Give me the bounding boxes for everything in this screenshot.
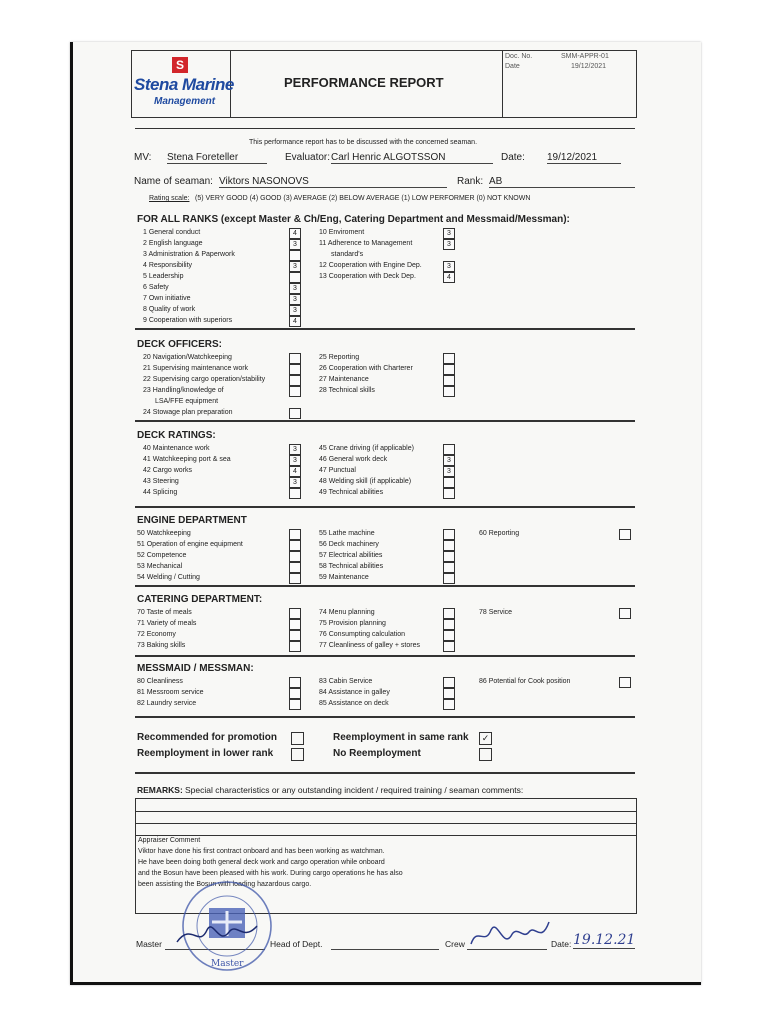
- rating-item-label: 78 Service: [479, 609, 513, 616]
- report-title: PERFORMANCE REPORT: [284, 75, 444, 90]
- rating-item-label: 21 Supervising maintenance work: [143, 365, 249, 372]
- rating-score-box[interactable]: [443, 551, 455, 562]
- stamp-text: Master: [211, 959, 244, 969]
- rating-item-label: 5 Leadership: [143, 273, 184, 280]
- deck-officers-title: DECK OFFICERS:: [137, 339, 222, 350]
- rating-item-label: 49 Technical abilities: [319, 489, 384, 496]
- rating-score-box[interactable]: 3: [289, 455, 301, 466]
- messmaid-title: MESSMAID / MESSMAN:: [137, 663, 254, 674]
- rating-score-box[interactable]: [619, 529, 631, 540]
- rating-item-label: 54 Welding / Cutting: [137, 574, 200, 581]
- rating-score-box[interactable]: [289, 699, 301, 710]
- remarks-text: Special characteristics or any outstanding incident / required training / seaman comments:: [185, 785, 524, 795]
- rating-item-label: 55 Lathe machine: [319, 530, 375, 537]
- rating-item-label: 75 Provision planning: [319, 620, 386, 627]
- rating-score-box[interactable]: [443, 477, 455, 488]
- rating-score-box[interactable]: [619, 608, 631, 619]
- rating-scale-label: Rating scale:: [149, 195, 190, 202]
- rating-score-box[interactable]: [289, 641, 301, 652]
- rating-item-label: 77 Cleanliness of galley + stores: [319, 642, 420, 649]
- rating-score-box[interactable]: [443, 488, 455, 499]
- section-divider: [135, 420, 635, 422]
- logo-badge: S: [172, 57, 188, 73]
- rating-item-label: 82 Laundry service: [137, 700, 197, 707]
- evaluator-label: Evaluator:: [285, 152, 331, 163]
- rating-item-label: 48 Welding skill (if applicable): [319, 478, 412, 485]
- rating-item-label: 44 Splicing: [143, 489, 178, 496]
- header-divider: [135, 128, 635, 129]
- rating-score-box[interactable]: 3: [443, 239, 455, 250]
- rating-score-box[interactable]: [289, 551, 301, 562]
- rating-item-label: 12 Cooperation with Engine Dep.: [319, 262, 422, 269]
- section-divider: [135, 772, 635, 774]
- rating-item-label: 42 Cargo works: [143, 467, 193, 474]
- date-label: Date:: [501, 152, 525, 163]
- rating-score-box[interactable]: [443, 375, 455, 386]
- rating-score-box[interactable]: [289, 562, 301, 573]
- rating-item-label: 71 Variety of meals: [137, 620, 197, 627]
- appraiser-label: Appraiser Comment: [138, 837, 201, 844]
- rating-item-label: 50 Watchkeeping: [137, 530, 191, 537]
- rating-score-box[interactable]: [289, 272, 301, 283]
- rating-item-label: 53 Mechanical: [137, 563, 183, 570]
- rating-score-box[interactable]: [289, 540, 301, 551]
- rating-score-box[interactable]: [289, 677, 301, 688]
- master-label: Master: [136, 939, 162, 949]
- doc-no: SMM-APPR-01: [561, 53, 609, 60]
- rating-item-label: 57 Electrical abilities: [319, 552, 383, 559]
- comment-line: He have been doing both general deck work and cargo operation while onboard: [138, 859, 385, 866]
- header-block: [131, 50, 637, 118]
- section-divider: [135, 585, 635, 587]
- rating-score-box[interactable]: [443, 688, 455, 699]
- rating-score-box[interactable]: 4: [443, 272, 455, 283]
- rating-item-label: 74 Menu planning: [319, 609, 375, 616]
- crew-label: Crew: [445, 939, 465, 949]
- rating-item-label: 84 Assistance in galley: [319, 689, 390, 696]
- rating-item-label: 3 Administration & Paperwork: [143, 251, 235, 258]
- rating-score-box[interactable]: 4: [289, 316, 301, 327]
- rating-item-label: 28 Technical skills: [319, 387, 375, 394]
- rating-item-label: 56 Deck machinery: [319, 541, 379, 548]
- rating-score-box[interactable]: 4: [289, 466, 301, 477]
- rating-score-box[interactable]: 3: [289, 305, 301, 316]
- rating-item-label: 9 Cooperation with superiors: [143, 317, 233, 324]
- seaman-label: Name of seaman:: [134, 176, 213, 187]
- catering-title: CATERING DEPARTMENT:: [137, 594, 263, 605]
- company-sub: Management: [154, 96, 216, 107]
- rating-item-label: LSA/FFE equipment: [155, 398, 219, 405]
- rating-score-box[interactable]: [443, 677, 455, 688]
- rating-score-box[interactable]: [443, 641, 455, 652]
- rating-score-box[interactable]: 4: [289, 228, 301, 239]
- rating-score-box[interactable]: [289, 488, 301, 499]
- rating-item-label: 46 General work deck: [319, 456, 388, 463]
- promotion-label: Recommended for promotion: [137, 732, 278, 743]
- rating-score-box[interactable]: 3: [289, 261, 301, 272]
- rating-item-label: standard's: [331, 251, 364, 258]
- logo: [132, 51, 234, 117]
- company-name: Stena Marine: [134, 75, 234, 94]
- rating-score-box[interactable]: [443, 699, 455, 710]
- rating-score-box[interactable]: 3: [289, 444, 301, 455]
- rating-score-box[interactable]: [443, 630, 455, 641]
- rating-item-label: 20 Navigation/Watchkeeping: [143, 354, 232, 361]
- rating-item-label: 51 Operation of engine equipment: [137, 541, 243, 548]
- rating-scale: (5) VERY GOOD (4) GOOD (3) AVERAGE (2) BELOW AVERAGE (1) LOW PERFORMER (0) NOT KNOWN: [195, 195, 531, 202]
- remarks-label: REMARKS:: [137, 785, 183, 795]
- rating-score-box[interactable]: 3: [289, 294, 301, 305]
- same-rank-checkbox[interactable]: ✓: [479, 732, 492, 745]
- rating-score-box[interactable]: 3: [443, 466, 455, 477]
- rating-score-box[interactable]: [289, 573, 301, 584]
- rating-item-label: 27 Maintenance: [319, 376, 369, 383]
- rating-score-box[interactable]: [443, 364, 455, 375]
- rating-score-box[interactable]: [443, 608, 455, 619]
- rating-score-box[interactable]: 3: [289, 239, 301, 250]
- rating-score-box[interactable]: [289, 386, 301, 397]
- signature-date-label: Date:: [551, 939, 572, 949]
- seaman-value: Viktors NASONOVS: [219, 176, 447, 188]
- rating-item-label: 6 Safety: [143, 284, 169, 291]
- rating-item-label: 70 Taste of meals: [137, 609, 192, 616]
- rating-score-box[interactable]: [443, 562, 455, 573]
- rating-item-label: 4 Responsibility: [143, 262, 193, 269]
- all-ranks-title: FOR ALL RANKS (except Master & Ch/Eng, Catering Department and Messmaid/Messman):: [137, 214, 570, 225]
- rating-item-label: 8 Quality of work: [143, 306, 196, 313]
- mv-label: MV:: [134, 152, 152, 163]
- rating-score-box[interactable]: [443, 573, 455, 584]
- rating-item-label: 83 Cabin Service: [319, 678, 373, 685]
- rating-item-label: 81 Messroom service: [137, 689, 204, 696]
- rating-score-box[interactable]: [289, 688, 301, 699]
- rating-score-box[interactable]: [619, 677, 631, 688]
- rating-item-label: 25 Reporting: [319, 354, 360, 361]
- rating-item-label: 23 Handling/knowledge of: [143, 387, 224, 394]
- rating-item-label: 47 Punctual: [319, 467, 356, 474]
- rating-score-box[interactable]: [289, 608, 301, 619]
- rating-item-label: 76 Consumpting calculation: [319, 631, 405, 638]
- head-signature-line: [331, 949, 439, 950]
- doc-no-label: Doc. No.: [505, 53, 533, 60]
- deck-ratings-title: DECK RATINGS:: [137, 430, 216, 441]
- evaluator-value: Carl Henric ALGOTSSON: [331, 152, 493, 164]
- no-reemployment-label: No Reemployment: [333, 748, 421, 759]
- rating-score-box[interactable]: [443, 529, 455, 540]
- rating-score-box[interactable]: 3: [443, 228, 455, 239]
- rating-score-box[interactable]: [289, 529, 301, 540]
- comment-line: Viktor have done his first contract onboard and has been working as watchman.: [138, 848, 385, 855]
- rating-score-box[interactable]: 3: [289, 283, 301, 294]
- rating-item-label: 13 Cooperation with Deck Dep.: [319, 273, 416, 280]
- rating-score-box[interactable]: [443, 444, 455, 455]
- rating-score-box[interactable]: [289, 408, 301, 419]
- rating-score-box[interactable]: 3: [443, 261, 455, 272]
- rating-item-label: 22 Supervising cargo operation/stability: [143, 376, 266, 383]
- lower-rank-checkbox[interactable]: [291, 748, 304, 761]
- doc-date-label: Date: [505, 63, 520, 70]
- rating-score-box[interactable]: [289, 619, 301, 630]
- rating-item-label: 2 English language: [143, 240, 203, 247]
- rating-score-box[interactable]: [289, 364, 301, 375]
- engine-title: ENGINE DEPARTMENT: [137, 515, 247, 526]
- master-signature: [173, 912, 263, 952]
- section-divider: [135, 328, 635, 330]
- doc-date: 19/12/2021: [571, 63, 607, 70]
- rating-score-box[interactable]: [289, 250, 301, 261]
- rank-value: AB: [489, 176, 635, 188]
- remarks-line: [136, 835, 636, 836]
- rating-score-box[interactable]: [443, 619, 455, 630]
- rating-item-label: 73 Baking skills: [137, 642, 186, 649]
- rating-item-label: 58 Technical abilities: [319, 563, 384, 570]
- rating-score-box[interactable]: [289, 375, 301, 386]
- rating-item-label: 60 Reporting: [479, 530, 520, 537]
- comment-line: and the Bosun have been pleased with his work. During cargo operations he has also: [138, 870, 403, 877]
- rating-item-label: 52 Competence: [137, 552, 187, 559]
- rating-item-label: 72 Economy: [137, 631, 176, 638]
- rating-item-label: 86 Potential for Cook position: [479, 678, 571, 685]
- signature-date: 19.12.21: [573, 932, 636, 948]
- rating-item-label: 80 Cleanliness: [137, 678, 183, 685]
- rating-item-label: 24 Stowage plan preparation: [143, 409, 233, 416]
- date-value: 19/12/2021: [547, 152, 621, 164]
- intro-text: This performance report has to be discussed with the concerned seaman.: [249, 139, 478, 146]
- no-reemployment-checkbox[interactable]: [479, 748, 492, 761]
- rating-item-label: 1 General conduct: [143, 229, 201, 236]
- rating-score-box[interactable]: [443, 386, 455, 397]
- rating-item-label: 10 Enviroment: [319, 229, 365, 236]
- remarks-line: [136, 823, 636, 824]
- doc-info: [502, 51, 637, 117]
- rating-score-box[interactable]: [443, 540, 455, 551]
- crew-signature: [467, 916, 553, 952]
- head-of-dept-label: Head of Dept.: [270, 939, 323, 949]
- rating-item-label: 45 Crane driving (if applicable): [319, 445, 414, 452]
- rank-label: Rank:: [457, 176, 484, 187]
- rating-score-box[interactable]: [443, 353, 455, 364]
- same-rank-label: Reemployment in same rank: [333, 732, 469, 743]
- comment-line: been assisting the Bosun with loading hazardous cargo.: [138, 881, 312, 888]
- rating-item-label: 26 Cooperation with Charterer: [319, 365, 413, 372]
- rating-score-box[interactable]: [289, 353, 301, 364]
- mv-value: Stena Foreteller: [167, 152, 267, 164]
- rating-score-box[interactable]: 3: [289, 477, 301, 488]
- rating-item-label: 59 Maintenance: [319, 574, 369, 581]
- rating-item-label: 43 Steering: [143, 478, 179, 485]
- rating-item-label: 41 Watchkeeping port & sea: [143, 456, 231, 463]
- remarks-line: [136, 811, 636, 812]
- section-divider: [135, 716, 635, 718]
- rating-score-box[interactable]: [289, 630, 301, 641]
- rating-item-label: 7 Own initiative: [143, 295, 191, 302]
- section-divider: [135, 655, 635, 657]
- performance-report-page: [70, 42, 701, 985]
- rating-score-box[interactable]: 3: [443, 455, 455, 466]
- section-divider: [135, 506, 635, 508]
- promotion-checkbox[interactable]: [291, 732, 304, 745]
- rating-item-label: 85 Assistance on deck: [319, 700, 389, 707]
- rating-item-label: 40 Maintenance work: [143, 445, 210, 452]
- rating-item-label: 11 Adherence to Management: [319, 240, 413, 247]
- lower-rank-label: Reemployment in lower rank: [137, 748, 274, 759]
